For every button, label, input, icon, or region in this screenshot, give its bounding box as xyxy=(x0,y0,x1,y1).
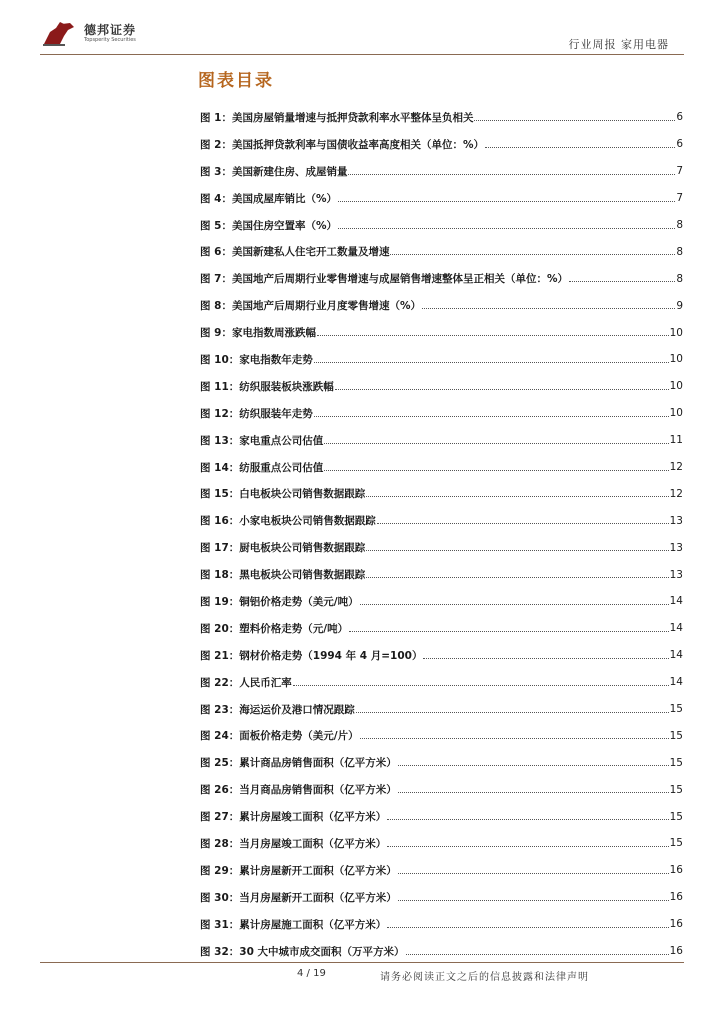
toc-leader-dots xyxy=(485,147,675,148)
toc-entry-label: 图 3：美国新建住房、成屋销量 xyxy=(200,165,348,178)
toc-leader-dots xyxy=(423,658,668,659)
toc-leader-dots xyxy=(387,846,668,847)
toc-entry-page: 10 xyxy=(669,353,683,366)
toc-entry-label: 图 29：累计房屋新开工面积（亿平方米） xyxy=(200,864,397,877)
toc-entry-page: 14 xyxy=(669,595,683,608)
toc-leader-dots xyxy=(474,120,675,121)
toc-entry-label: 图 14：纺服重点公司估值 xyxy=(200,461,324,474)
report-category: 行业周报 家用电器 xyxy=(568,38,669,51)
toc-entry-page: 13 xyxy=(669,541,683,554)
toc-entry[interactable] xyxy=(200,131,683,158)
toc-entry-page: 8 xyxy=(676,219,683,231)
toc-entry[interactable] xyxy=(200,212,683,239)
toc-leader-dots xyxy=(314,416,669,417)
toc-leader-dots xyxy=(356,712,669,713)
toc-entry-page: 15 xyxy=(669,729,683,742)
toc-entry[interactable] xyxy=(200,884,683,911)
toc-entry-label: 图 5：美国住房空置率（%） xyxy=(200,219,337,232)
toc-entry-page: 16 xyxy=(669,945,683,958)
toc-entry-page: 13 xyxy=(669,568,683,581)
toc-entry-page: 16 xyxy=(669,891,683,904)
toc-entry-label: 图 6：美国新建私人住宅开工数量及增速 xyxy=(200,246,390,259)
toc-entry-label: 图 4：美国成屋库销比（%） xyxy=(200,192,337,205)
toc-entry-label: 图 17：厨电板块公司销售数据跟踪 xyxy=(200,542,366,555)
toc-entry-page: 13 xyxy=(669,514,683,527)
toc-entry-page: 7 xyxy=(676,192,683,205)
toc-entry-page: 15 xyxy=(669,703,683,716)
toc-entry-page: 15 xyxy=(669,756,683,769)
toc-entry[interactable] xyxy=(200,507,683,534)
toc-leader-dots xyxy=(377,523,669,524)
toc-entry-label: 图 7：美国地产后周期行业零售增速与成屋销售增速整体呈正相关（单位：%） xyxy=(200,273,568,286)
toc-entry-page: 12 xyxy=(669,461,683,474)
toc-entry[interactable] xyxy=(200,911,683,938)
toc-entry-label: 图 12：纺织服装年走势 xyxy=(200,407,313,420)
toc-entry-page: 6 xyxy=(676,138,683,151)
toc-entry-page: 14 xyxy=(669,622,683,635)
toc-entry[interactable] xyxy=(200,480,683,507)
toc-entry[interactable] xyxy=(200,588,683,615)
toc-leader-dots xyxy=(360,738,669,739)
toc-leader-dots xyxy=(398,765,669,766)
toc-entry-label: 图 15：白电板块公司销售数据跟踪 xyxy=(200,488,366,501)
page-title: 图表目录 xyxy=(198,71,274,91)
toc-entry-label: 图 30：当月房屋新开工面积（亿平方米） xyxy=(200,891,397,904)
toc-entry-label: 图 32：30 大中城市成交面积（万平方米） xyxy=(200,945,405,958)
company-logo-mark xyxy=(40,18,80,48)
toc-entry[interactable] xyxy=(200,158,683,185)
toc-leader-dots xyxy=(324,443,668,444)
toc-entry-label: 图 22：人民币汇率 xyxy=(200,676,292,689)
toc-leader-dots xyxy=(398,900,669,901)
toc-leader-dots xyxy=(406,954,669,955)
toc-entry[interactable] xyxy=(200,642,683,669)
company-name-cn: 德邦证券 xyxy=(84,23,137,37)
toc-leader-dots xyxy=(335,389,669,390)
toc-leader-dots xyxy=(366,496,668,497)
toc-entry-page: 10 xyxy=(669,407,683,420)
toc-entry-page: 16 xyxy=(669,864,683,877)
toc-entry-page: 10 xyxy=(669,380,683,393)
toc-entry[interactable] xyxy=(200,561,683,588)
toc-entry[interactable] xyxy=(200,104,683,131)
toc-leader-dots xyxy=(387,819,668,820)
toc-leader-dots xyxy=(390,254,675,255)
toc-entry[interactable] xyxy=(200,534,683,561)
toc-entry[interactable] xyxy=(200,373,683,400)
toc-entry[interactable] xyxy=(200,830,683,857)
company-logo xyxy=(40,18,180,48)
toc-entry-label: 图 19：铜铝价格走势（美元/吨） xyxy=(200,595,359,608)
toc-entry-label: 图 26：当月商品房销售面积（亿平方米） xyxy=(200,784,397,797)
toc-leader-dots xyxy=(317,335,669,336)
toc-leader-dots xyxy=(398,792,669,793)
toc-leader-dots xyxy=(348,174,675,175)
toc-entry[interactable] xyxy=(200,319,683,346)
toc-entry-label: 图 10：家电指数年走势 xyxy=(200,353,313,366)
toc-entry-page: 8 xyxy=(676,245,683,258)
toc-entry-label: 图 28：当月房屋竣工面积（亿平方米） xyxy=(200,837,387,850)
toc-leader-dots xyxy=(349,631,669,632)
toc-entry-label: 图 23：海运运价及港口情况跟踪 xyxy=(200,703,355,716)
toc-entry-label: 图 1：美国房屋销量增速与抵押贷款利率水平整体呈负相关 xyxy=(200,111,474,124)
toc-entry-page: 14 xyxy=(669,676,683,689)
toc-entry-label: 图 20：塑料价格走势（元/吨） xyxy=(200,622,349,635)
toc-entry-label: 图 31：累计房屋施工面积（亿平方米） xyxy=(200,918,387,931)
toc-entry-page: 12 xyxy=(669,487,683,500)
toc-leader-dots xyxy=(422,308,675,309)
toc-entry[interactable] xyxy=(200,938,683,965)
toc-leader-dots xyxy=(293,685,669,686)
toc-leader-dots xyxy=(366,577,668,578)
toc-entry[interactable] xyxy=(200,346,683,373)
toc-entry-label: 图 11：纺织服装板块涨跌幅 xyxy=(200,380,334,393)
toc-entry-label: 图 27：累计房屋竣工面积（亿平方米） xyxy=(200,811,387,824)
toc-entry-label: 图 21：钢材价格走势（1994 年 4 月=100） xyxy=(200,649,423,662)
toc-entry-label: 图 13：家电重点公司估值 xyxy=(200,434,324,447)
page-number: 4 / 19 xyxy=(297,968,326,979)
toc-entry-page: 11 xyxy=(669,434,683,447)
toc-entry[interactable] xyxy=(200,857,683,884)
toc-entry[interactable] xyxy=(200,803,683,830)
toc-entry[interactable] xyxy=(200,669,683,696)
toc-entry-page: 15 xyxy=(669,810,683,823)
company-name-en: Topsperity Securities xyxy=(84,37,136,43)
footer-divider xyxy=(40,962,684,963)
toc-entry-label: 图 16：小家电板块公司销售数据跟踪 xyxy=(200,515,376,528)
toc-entry[interactable] xyxy=(200,696,683,723)
toc-entry[interactable] xyxy=(200,722,683,749)
toc-entry-page: 10 xyxy=(669,326,683,339)
toc-entry-page: 15 xyxy=(669,783,683,796)
toc-entry[interactable] xyxy=(200,615,683,642)
toc-leader-dots xyxy=(366,550,668,551)
toc-leader-dots xyxy=(314,362,669,363)
toc-entry[interactable] xyxy=(200,265,683,292)
toc-leader-dots xyxy=(324,470,668,471)
toc-entry-label: 图 18：黑电板块公司销售数据跟踪 xyxy=(200,569,366,582)
toc-entry[interactable] xyxy=(200,427,683,454)
toc-entry-label: 图 2：美国抵押贷款利率与国债收益率高度相关（单位：%） xyxy=(200,138,484,151)
toc-entry-page: 6 xyxy=(676,111,683,124)
toc-entry[interactable] xyxy=(200,400,683,427)
toc-entry-page: 9 xyxy=(676,299,683,312)
toc-entry-page: 16 xyxy=(669,918,683,931)
toc-entry[interactable] xyxy=(200,776,683,803)
toc-leader-dots xyxy=(398,873,669,874)
toc-leader-dots xyxy=(387,927,668,928)
toc-entry-label: 图 9：家电指数周涨跌幅 xyxy=(200,327,316,340)
toc-entry-page: 15 xyxy=(669,837,683,850)
toc-entry-page: 14 xyxy=(669,649,683,662)
toc-entry-page: 7 xyxy=(676,165,683,178)
disclaimer-note: 请务必阅读正文之后的信息披露和法律声明 xyxy=(380,972,589,983)
toc-entry-label: 图 24：面板价格走势（美元/片） xyxy=(200,730,359,743)
toc-entry[interactable] xyxy=(200,238,683,265)
toc-leader-dots xyxy=(360,604,669,605)
toc-leader-dots xyxy=(338,228,675,229)
toc-leader-dots xyxy=(338,201,675,202)
toc-entry[interactable] xyxy=(200,185,683,212)
toc-entry[interactable] xyxy=(200,749,683,776)
header-divider xyxy=(40,54,684,55)
toc-entry-label: 图 8：美国地产后周期行业月度零售增速（%） xyxy=(200,300,421,313)
toc-leader-dots xyxy=(569,281,675,282)
figure-list xyxy=(200,104,683,965)
toc-entry-page: 8 xyxy=(676,272,683,285)
toc-entry-label: 图 25：累计商品房销售面积（亿平方米） xyxy=(200,757,397,770)
toc-entry[interactable] xyxy=(200,292,683,319)
toc-entry[interactable] xyxy=(200,454,683,481)
